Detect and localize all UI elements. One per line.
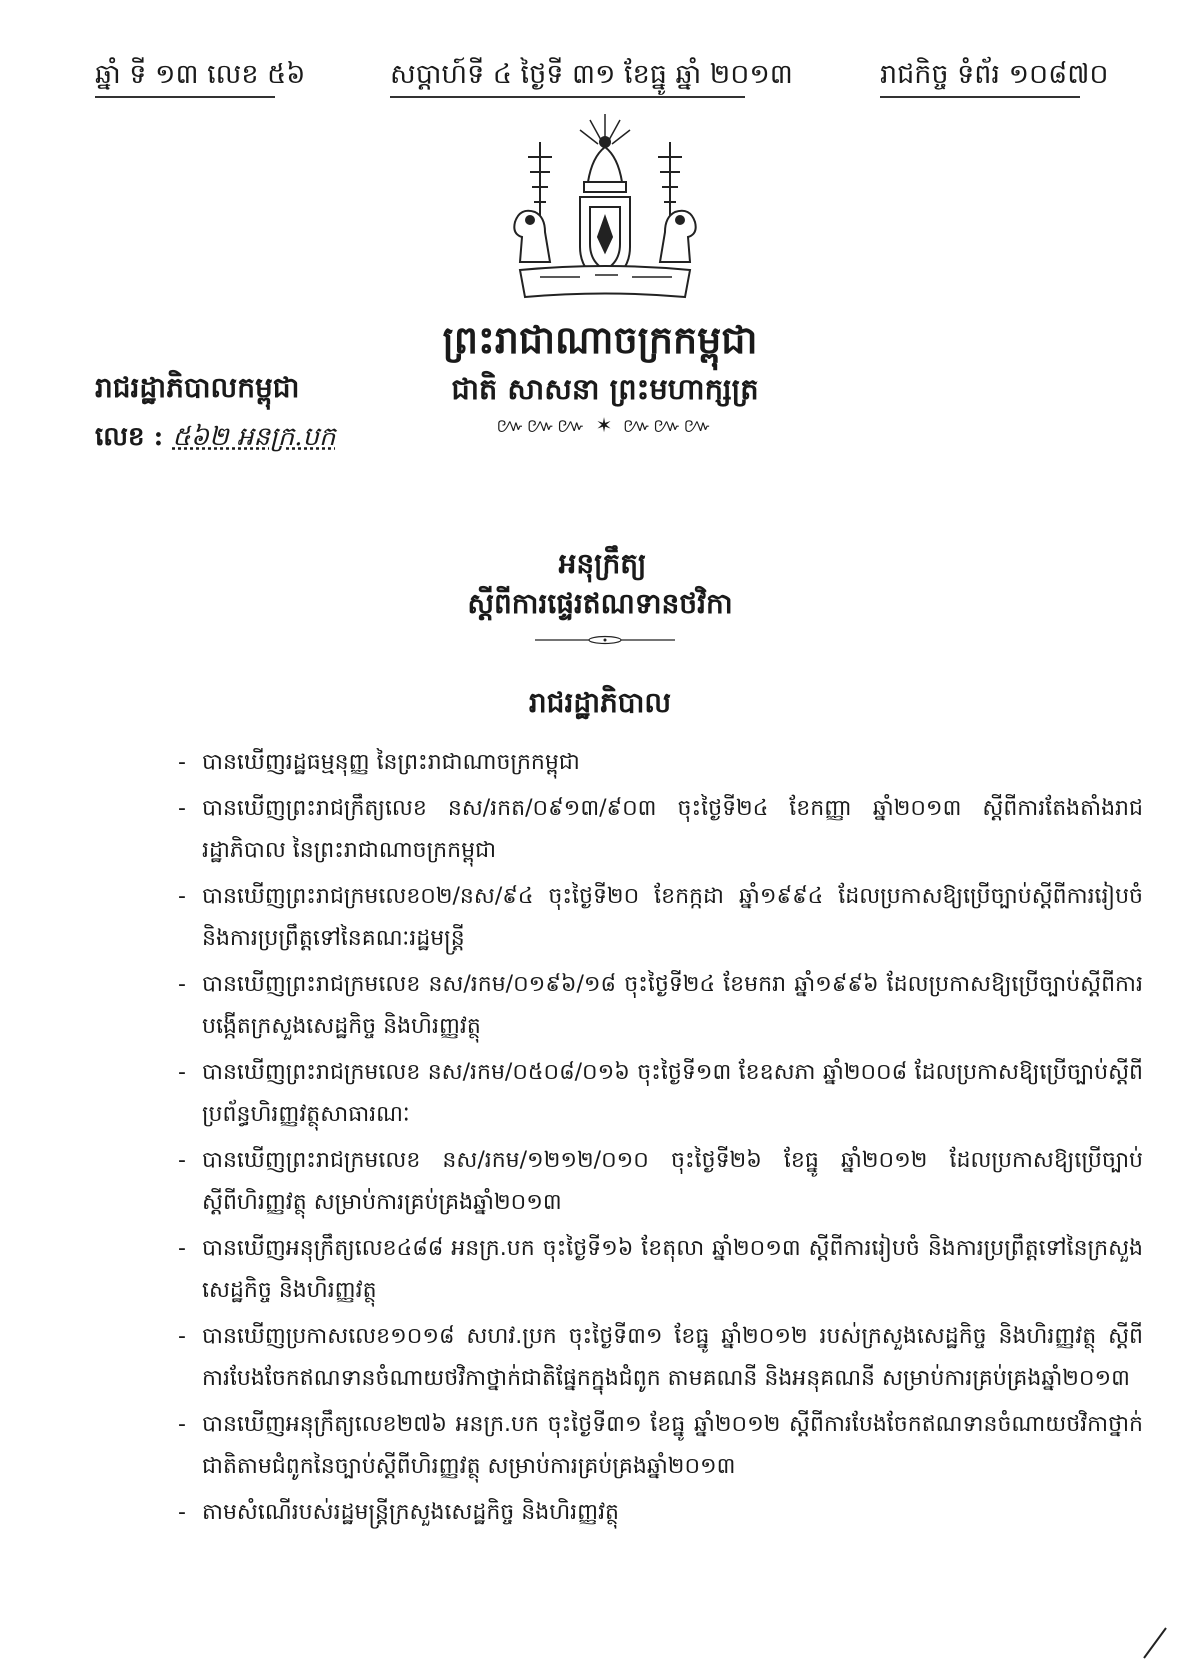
list-item-text: បានឃើញប្រកាសលេខ១០១៨ សហវ.ប្រក ចុះថ្ងៃទី៣១ ខែធ្នូ ឆ្នាំ២០១២ របស់ក្រសួងសេដ្ឋកិច្ច និងហិរញ្ញវត្ថុ ស្តីពីការបែងចែកឥណទានចំណាយថវិកាថ្នាក់ជាតិផ្នែកក្នុងជំពូក តាមគណនី និងអនុគណនី សម្រាប់ការគ្រប់គ្រងឆ្នាំ២០១៣	[202, 1324, 1143, 1391]
issuing-authority: រាជរដ្ឋាភិបាលកម្ពុជា	[95, 371, 300, 404]
list-item: - បានឃើញអនុក្រឹត្យលេខ៤៨៨ អនក្រ.បក ចុះថ្ងៃទី១៦ ខែតុលា ឆ្នាំ២០១៣ ស្តីពីការរៀបចំ និងការប្រព្រឹត្តទៅនៃក្រសួងសេដ្ឋកិច្ច និងហិរញ្ញវត្ថុ	[178, 1236, 1143, 1303]
motto-ornament: ៚៚៚ ✶ ៚៚៚	[496, 413, 714, 437]
list-item-text: បានឃើញអនុក្រឹត្យលេខ២៧៦ អនក្រ.បក ចុះថ្ងៃទី៣១ ខែធ្នូ ឆ្នាំ២០១២ ស្តីពីការបែងចែកឥណទានចំណាយថវិកាថ្នាក់ជាតិតាមជំពូកនៃច្បាប់ស្តីពីហិរញ្ញវត្ថុ សម្រាប់ការគ្រប់គ្រងឆ្នាំ២០១៣	[202, 1412, 1143, 1479]
document-type: អនុក្រឹត្យ	[558, 547, 647, 580]
header-underline-center	[390, 96, 745, 98]
gazette-issue: ឆ្នាំ ទី ១៣ លេខ ៥៦	[95, 59, 306, 90]
list-item: - បានឃើញព្រះរាជក្រមលេខ០២/នស/៩៤ ចុះថ្ងៃទី២០ ខែកក្កដា ឆ្នាំ១៩៩៤ ដែលប្រកាសឱ្យប្រើច្បាប់ស្តីពីការរៀបចំ និងការប្រព្រឹត្តទៅនៃគណៈរដ្ឋមន្ត្រី	[178, 884, 1143, 951]
list-item: - បានឃើញរដ្ឋធម្មនុញ្ញ នៃព្រះរាជាណាចក្រកម្ពុជា	[178, 750, 580, 775]
title-divider-icon	[535, 635, 675, 645]
document-number-label: លេខ :	[95, 422, 164, 452]
list-item-text: បានឃើញព្រះរាជក្រមលេខ នស/រកម/០១៩៦/១៨ ចុះថ្ងៃទី២៤ ខែមករា ឆ្នាំ១៩៩៦ ដែលប្រកាសឱ្យប្រើច្បាប់ស្តីពីការបង្កើតក្រសួងសេដ្ឋកិច្ច និងហិរញ្ញវត្ថុ	[202, 972, 1143, 1039]
kingdom-motto: ជាតិ សាសនា ព្រះមហាក្សត្រ	[451, 372, 759, 406]
list-item-text: បានឃើញព្រះរាជក្រមលេខ នស/រកម/១២១២/០១០ ចុះថ្ងៃទី២៦ ខែធ្នូ ឆ្នាំ២០១២ ដែលប្រកាសឱ្យប្រើច្បាប់ស្តីពីហិរញ្ញវត្ថុ សម្រាប់ការគ្រប់គ្រងឆ្នាំ២០១៣	[202, 1148, 1143, 1215]
list-item-text: បានឃើញរដ្ឋធម្មនុញ្ញ នៃព្រះរាជាណាចក្រកម្ពុជា	[202, 750, 580, 775]
list-item: - បានឃើញព្រះរាជក្រមលេខ នស/រកម/០១៩៦/១៨ ចុះថ្ងៃទី២៤ ខែមករា ឆ្នាំ១៩៩៦ ដែលប្រកាសឱ្យប្រើច្បាប់ស្តីពីការបង្កើតក្រសួងសេដ្ឋកិច្ច និងហិរញ្ញវត្ថុ	[178, 972, 1143, 1039]
list-item: - បានឃើញប្រកាសលេខ១០១៨ សហវ.ប្រក ចុះថ្ងៃទី៣១ ខែធ្នូ ឆ្នាំ២០១២ របស់ក្រសួងសេដ្ឋកិច្ច និងហិរញ្ញវត្ថុ ស្តីពីការបែងចែកឥណទានចំណាយថវិកាថ្នាក់ជាតិផ្នែកក្នុងជំពូក តាមគណនី និងអនុគណនី សម្រាប់ការគ្រប់គ្រងឆ្នាំ២០១៣	[178, 1324, 1143, 1391]
list-item: - បានឃើញព្រះរាជក្រមលេខ នស/រកម/០៥០៨/០១៦ ចុះថ្ងៃទី១៣ ខែឧសភា ឆ្នាំ២០០៨ ដែលប្រកាសឱ្យប្រើច្បាប់ស្តីពីប្រព័ន្ធហិរញ្ញវត្ថុសាធារណៈ	[178, 1060, 1143, 1127]
list-item: - បានឃើញអនុក្រឹត្យលេខ២៧៦ អនក្រ.បក ចុះថ្ងៃទី៣១ ខែធ្នូ ឆ្នាំ២០១២ ស្តីពីការបែងចែកឥណទានចំណាយថវិកាថ្នាក់ជាតិតាមជំពូកនៃច្បាប់ស្តីពីហិរញ្ញវត្ថុ សម្រាប់ការគ្រប់គ្រងឆ្នាំ២០១៣	[178, 1412, 1143, 1479]
header-underline-right	[880, 96, 1080, 98]
gazette-date: សប្តាហ៍ទី ៤ ថ្ងៃទី ៣១ ខែធ្នូ ឆ្នាំ ២០១៣	[390, 59, 793, 90]
document-number-value: ៥៦២ អនក្រ.បក	[172, 422, 336, 452]
list-item-text: បានឃើញព្រះរាជក្រមលេខ០២/នស/៩៤ ចុះថ្ងៃទី២០ ខែកក្កដា ឆ្នាំ១៩៩៤ ដែលប្រកាសឱ្យប្រើច្បាប់ស្តីពីការរៀបចំ និងការប្រព្រឹត្តទៅនៃគណៈរដ្ឋមន្ត្រី	[202, 884, 1143, 951]
document-number	[95, 420, 336, 458]
preamble-list	[178, 742, 1143, 1538]
list-item: - បានឃើញព្រះរាជក្រមលេខ នស/រកម/១២១២/០១០ ចុះថ្ងៃទី២៦ ខែធ្នូ ឆ្នាំ២០១២ ដែលប្រកាសឱ្យប្រើច្បាប់ស្តីពីហិរញ្ញវត្ថុ សម្រាប់ការគ្រប់គ្រងឆ្នាំ២០១៣	[178, 1148, 1143, 1215]
document-subject: ស្តីពីការផ្ទេរឥណទានថវិកា	[467, 587, 733, 620]
gazette-page-number: រាជកិច្ច ទំព័រ ១០៨៧០	[880, 59, 1109, 90]
list-item: - តាមសំណើរបស់រដ្ឋមន្ត្រីក្រសួងសេដ្ឋកិច្ច និងហិរញ្ញវត្ថុ	[178, 1500, 620, 1525]
kingdom-name: ព្រះរាជាណាចក្រកម្ពុជា	[442, 317, 758, 362]
list-item: - បានឃើញព្រះរាជក្រឹត្យលេខ នស/រកត/០៩១៣/៩០៣ ចុះថ្ងៃទី២៤ ខែកញ្ញា ឆ្នាំ២០១៣ ស្តីពីការតែងតាំងរាជរដ្ឋាភិបាល នៃព្រះរាជាណាចក្រកម្ពុជា	[178, 796, 1143, 863]
pen-stroke-icon	[1140, 1622, 1170, 1662]
list-item-text: បានឃើញព្រះរាជក្រឹត្យលេខ នស/រកត/០៩១៣/៩០៣ ចុះថ្ងៃទី២៤ ខែកញ្ញា ឆ្នាំ២០១៣ ស្តីពីការតែងតាំងរាជរដ្ឋាភិបាល នៃព្រះរាជាណាចក្រកម្ពុជា	[202, 796, 1143, 863]
list-item-text: តាមសំណើរបស់រដ្ឋមន្ត្រីក្រសួងសេដ្ឋកិច្ច និងហិរញ្ញវត្ថុ	[202, 1500, 620, 1525]
list-item-text: បានឃើញអនុក្រឹត្យលេខ៤៨៨ អនក្រ.បក ចុះថ្ងៃទី១៦ ខែតុលា ឆ្នាំ២០១៣ ស្តីពីការរៀបចំ និងការប្រព្រឹត្តទៅនៃក្រសួងសេដ្ឋកិច្ច និងហិរញ្ញវត្ថុ	[202, 1236, 1143, 1303]
header-underline-left	[95, 96, 275, 98]
list-item-text: បានឃើញព្រះរាជក្រមលេខ នស/រកម/០៥០៨/០១៦ ចុះថ្ងៃទី១៣ ខែឧសភា ឆ្នាំ២០០៨ ដែលប្រកាសឱ្យប្រើច្បាប់ស្តីពីប្រព័ន្ធហិរញ្ញវត្ថុសាធារណៈ	[202, 1060, 1143, 1127]
section-title: រាជរដ្ឋាភិបាល	[528, 686, 672, 719]
royal-coat-of-arms-icon	[500, 112, 710, 307]
